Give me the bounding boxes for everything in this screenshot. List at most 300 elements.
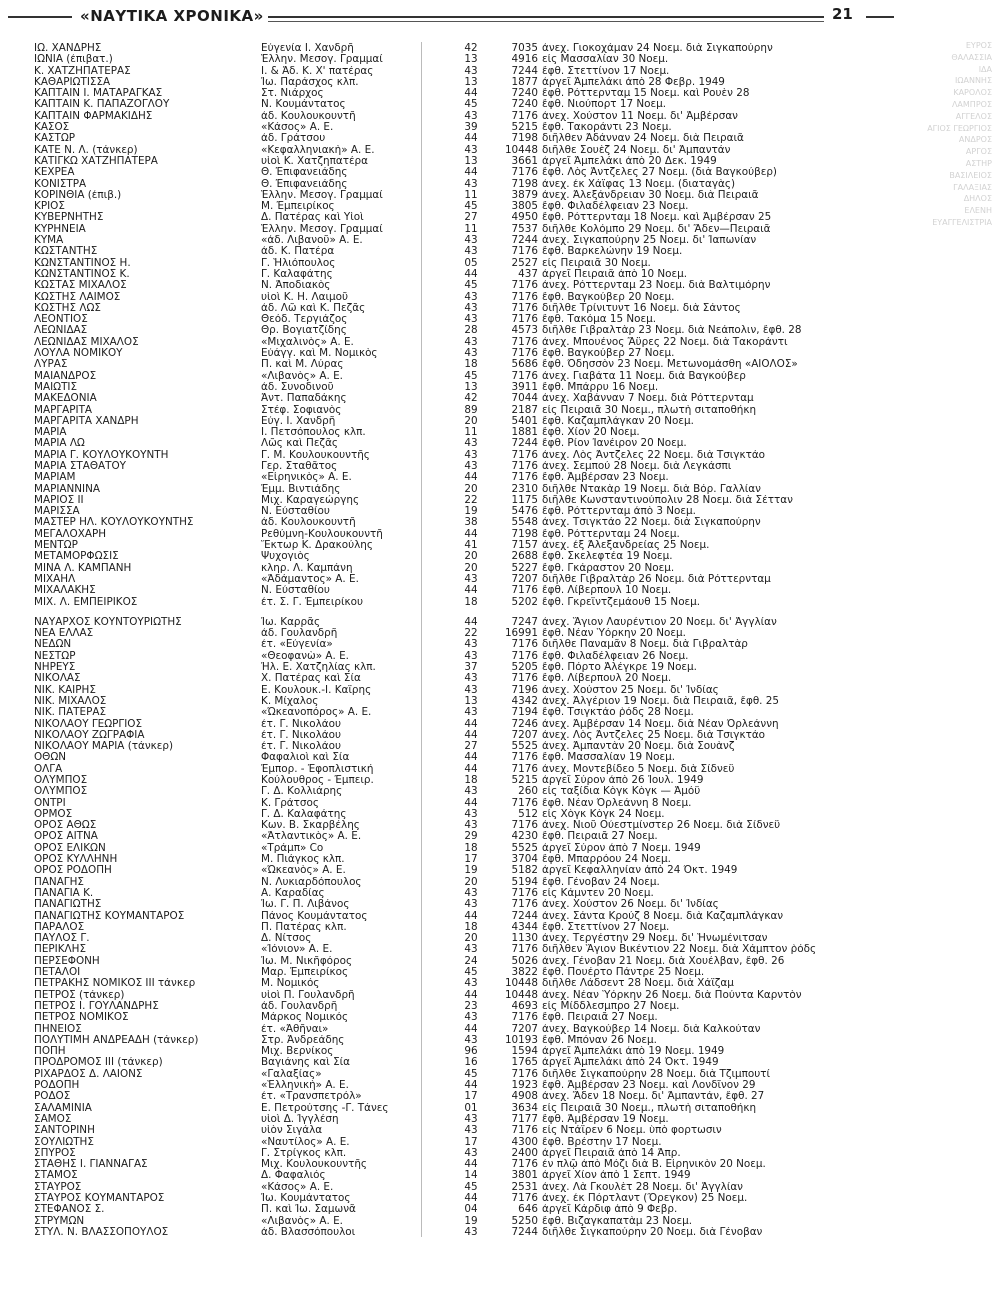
ship-row — [34, 888, 914, 899]
ship-status: ἔφθ. Νιούπορτ 17 Νοεμ. — [542, 99, 667, 111]
ship-name: ΣΤΑΜΟΣ — [34, 1170, 78, 1182]
ship-code: 45 — [464, 1181, 478, 1193]
ship-owner: «Θεοφανὼ» Α. Ε. — [261, 650, 349, 662]
ship-name: ΝΙΚΟΛΑΟΥ ΓΕΩΡΓΙΟΣ — [34, 718, 143, 730]
ship-status: ἀνεχ. Ἀλγέριον 19 Νοεμ. διὰ Πειραιᾶ, ἔφθ. 25 — [542, 695, 780, 707]
ship-owner: Π. καὶ Μ. Λύρας — [261, 359, 344, 371]
ship-owner: Ν. Εὐσταθίου — [261, 585, 330, 597]
ship-owner: υἱοὶ Π. Γουλανδρῆ — [261, 989, 355, 1001]
ship-name: ΣΤΑΥΡΟΣ — [34, 1181, 82, 1193]
ship-status: ἔφθ. Φιλαδέλφειαν 26 Νοεμ. — [542, 650, 689, 662]
ship-name: ΛΕΟΝΤΙΟΣ — [34, 314, 88, 326]
ship-status: ἔφθ. Τακόμα 15 Νοεμ. — [542, 314, 657, 326]
ship-status: διῆλθε Τρίνιτυντ 16 Νοεμ. διὰ Σάντος — [542, 302, 741, 314]
ship-row — [34, 54, 914, 65]
ship-code: 29 — [464, 831, 478, 843]
ship-row — [34, 1024, 914, 1035]
ship-tonnage: 7176 — [511, 639, 538, 651]
group-spacer — [34, 608, 914, 617]
ship-name: ΜΙΧΑΛΑΚΗΣ — [34, 585, 96, 597]
ship-tonnage: 7157 — [511, 540, 538, 552]
ship-name: ΟΡΟΣ ΚΥΛΛΗΝΗ — [34, 854, 118, 866]
ship-status: ἔφθ. Λὸς Ἀντζελες 27 Νοεμ. (διὰ Βαγκούβερ) — [542, 167, 777, 179]
ship-tonnage: 7176 — [511, 1159, 538, 1171]
ship-name: ΚΑΣΤΩΡ — [34, 133, 76, 145]
ship-row — [34, 696, 914, 707]
ship-status: διῆλθε Κολόμπο 29 Νοεμ. δι' Ἄδεν—Πειραιᾶ — [542, 223, 771, 235]
ship-name: ΚΥΡΗΝΕΙΑ — [34, 223, 86, 235]
ship-code: 44 — [464, 167, 478, 179]
ship-status: ἔφθ. Πουέρτο Πάντρε 25 Νοεμ. — [542, 967, 705, 979]
ship-name: ΚΩΝΣΤΑΝΤΙΝΟΣ Κ. — [34, 268, 130, 280]
ship-owner: ἐτ. Σ. Γ. Ἐμπειρίκου — [261, 596, 364, 608]
ship-name: ΜΙΝΑ Λ. ΚΑΜΠΑΝΗ — [34, 562, 132, 574]
ship-status: ἔφθ. Πειραιᾶ 27 Νοεμ. — [542, 1012, 658, 1024]
ship-owner: Ἰω. Παράσχος κλπ. — [261, 76, 359, 88]
ship-name: ΛΥΡΑΣ — [34, 359, 68, 371]
ship-tonnage: 7196 — [511, 684, 538, 696]
ship-owner: Δ. Νίτσος — [261, 933, 312, 945]
ship-row — [34, 662, 914, 673]
ship-row — [34, 944, 914, 955]
ship-code: 44 — [464, 910, 478, 922]
ship-owner: Π. Πατέρας κλπ. — [261, 921, 347, 933]
ship-tonnage: 5227 — [511, 562, 538, 574]
ship-tonnage: 1881 — [511, 427, 538, 439]
ship-tonnage: 7176 — [511, 1125, 538, 1137]
ship-row — [34, 752, 914, 763]
ship-tonnage: 5194 — [511, 876, 538, 888]
ship-name: ΠΑΝΑΓΙΩΤΗΣ ΚΟΥΜΑΝΤΑΡΟΣ — [34, 910, 185, 922]
ship-name: ΠΑΝΑΓΙΑ Κ. — [34, 887, 94, 899]
ship-code: 43 — [464, 944, 478, 956]
ship-owner: Γ. Καλαφάτης — [261, 268, 333, 280]
ship-tonnage: 7176 — [511, 472, 538, 484]
ship-row — [34, 685, 914, 696]
ship-row — [34, 438, 914, 449]
ship-tonnage: 7246 — [511, 718, 538, 730]
ship-tonnage: 10193 — [504, 1034, 538, 1046]
bleed-through-line: ΓΑΛΑΞΙΑΣ — [953, 182, 992, 192]
ship-row — [34, 269, 914, 280]
ship-owner: «Λιβανὸς» Α. Ε. — [261, 1215, 343, 1227]
ship-status: εἰς Χὸγκ Κὸγκ 24 Νοεμ. — [542, 808, 665, 820]
ship-status: εἰς Μασσαλίαν 30 Νοεμ. — [542, 54, 669, 66]
ship-code: 43 — [464, 1125, 478, 1137]
ship-status: ἀνεχ. Τεργέστην 29 Νοεμ. δι' Ἡνωμένιτσαν — [542, 933, 768, 945]
ship-code: 20 — [464, 876, 478, 888]
ship-owner: Μαρ. Ἐμπειρίκος — [261, 967, 349, 979]
ship-row — [34, 764, 914, 775]
ship-code: 43 — [464, 573, 478, 585]
ship-name: ΝΕΣΤΩΡ — [34, 650, 76, 662]
ship-row — [34, 673, 914, 684]
ship-name: ΚΩΣΤΗΣ ΛΑΙΜΟΣ — [34, 291, 121, 303]
ship-row — [34, 1216, 914, 1227]
ship-tonnage: 7176 — [511, 1068, 538, 1080]
ship-status: ἔφθ. Ρόττερνταμ 15 Νοεμ. καὶ Ρουὲν 28 — [542, 88, 750, 100]
ship-code: 22 — [464, 628, 478, 640]
ship-owner: υἱὸν Σιγάλα — [261, 1125, 323, 1137]
ship-owner: υἱοὶ Κ. Η. Λαιμοῦ — [261, 291, 348, 303]
bleed-through-text — [900, 40, 1000, 1260]
ship-code: 16 — [464, 1057, 478, 1069]
ship-tonnage: 3801 — [511, 1170, 538, 1182]
ship-name: ΟΡΟΣ ΑΘΩΣ — [34, 820, 97, 832]
ship-row — [34, 292, 914, 303]
ship-owner: Ἑλλην. Μεσογ. Γραμμαί — [261, 54, 383, 66]
ship-owner: ἀδ. Λῶ καὶ Κ. Πεζᾶς — [261, 302, 366, 314]
ship-status: ἀνεχ. Ἀλεξάνδρειαν 30 Νοεμ. διὰ Πειραιᾶ — [542, 189, 759, 201]
ship-status: ἔφθ. Γκάραστον 20 Νοεμ. — [542, 562, 675, 574]
ship-owner: ἀδ. Συνοδινοῦ — [261, 381, 334, 393]
ship-row — [34, 1182, 914, 1193]
ship-status: διῆλθε Κωνσταντινούπολιν 28 Νοεμ. διὰ Σέτταν — [542, 494, 793, 506]
ship-row — [34, 933, 914, 944]
ship-name: Κ. ΧΑΤΖΗΠΑΤΕΡΑΣ — [34, 65, 131, 77]
ship-owner: Ρεθύμνη-Κουλουκουντῆ — [261, 528, 383, 540]
ship-row — [34, 461, 914, 472]
ship-tonnage: 7177 — [511, 1113, 538, 1125]
ship-name: ΜΑΡΙΑ ΛΩ — [34, 438, 85, 450]
ship-owner: Στέφ. Σοφιανὸς — [261, 404, 342, 416]
ship-code: 43 — [464, 1012, 478, 1024]
ship-name: ΣΑΝΤΟΡΙΝΗ — [34, 1125, 95, 1137]
ship-name: ΠΕΤΡΑΚΗΣ ΝΟΜΙΚΟΣ ΙΙΙ τάνκερ — [34, 978, 196, 990]
ship-owner: ἐτ. «Εὐγενία» — [261, 639, 333, 651]
ship-owner: Ἑλλην. Μεσογ. Γραμμαί — [261, 223, 383, 235]
ship-status: ἀνεχ. Σάντα Κρούζ 8 Νοεμ. διὰ Καζαμπλάγκαν — [542, 910, 784, 922]
ship-owner: «Ἀτλαντικὸς» Α. Ε. — [261, 831, 362, 843]
ship-owner: Ε. Πετρούτσης -Γ. Τάνες — [261, 1102, 389, 1114]
ship-owner: υἱοὶ Κ. Χατζηπατέρα — [261, 155, 369, 167]
ship-tonnage: 7240 — [511, 88, 538, 100]
ship-code: 43 — [464, 1147, 478, 1159]
ship-code: 44 — [464, 797, 478, 809]
ship-code: 37 — [464, 662, 478, 674]
ship-status: ἔφθ. Χίον 20 Νοεμ. — [542, 427, 640, 439]
ship-owner: ἀδ. Κουλουκουντῆ — [261, 110, 356, 122]
ship-name: ΠΕΤΡΟΣ (τάνκερ) — [34, 989, 125, 1001]
ship-tonnage: 1130 — [511, 933, 538, 945]
ship-code: 44 — [464, 88, 478, 100]
ship-owner: Γ. Δ. Καλαφάτης — [261, 808, 347, 820]
ship-code: 20 — [464, 562, 478, 574]
ship-status: εἰς Πειραιᾶ 30 Νοεμ., πλωτὴ σιταποθήκη — [542, 404, 757, 416]
ship-status: ἀργεῖ Κάρδιφ ἀπὸ 9 Φεβρ. — [542, 1204, 678, 1216]
ship-owner: ἀδ. Κουλουκουντῆ — [261, 517, 356, 529]
ship-status: ἀνεχ. Χούστον 26 Νοεμ. δι' Ἰνδίας — [542, 899, 719, 911]
ship-row — [34, 574, 914, 585]
header-rule-right — [268, 16, 824, 18]
ship-tonnage: 4573 — [511, 325, 538, 337]
ship-name: ΜΙΧΑΗΛ — [34, 573, 76, 585]
ship-owner: Εὐάγγ. καὶ Μ. Νομικὸς — [261, 348, 378, 360]
ship-code: 45 — [464, 201, 478, 213]
ship-status: ἔφθ. Βαγκούβερ 27 Νοεμ. — [542, 348, 675, 360]
ship-owner: «Λιβανὸς» Α. Ε. — [261, 370, 343, 382]
ship-name: ΝΙΚΟΛΑΣ — [34, 673, 81, 685]
ship-name: ΠΕΡΣΕΦΟΝΗ — [34, 955, 100, 967]
ship-row — [34, 371, 914, 382]
ship-code: 18 — [464, 359, 478, 371]
ship-row — [34, 786, 914, 797]
ship-tonnage: 7240 — [511, 99, 538, 111]
ship-name: ΚΟΡΙΝΘΙΑ (ἐπιβ.) — [34, 189, 122, 201]
ship-owner: Κων. Β. Σκαρβέλης — [261, 820, 360, 832]
ship-tonnage: 4908 — [511, 1091, 538, 1103]
ship-owner: Μιχ. Βερνίκος — [261, 1046, 334, 1058]
ship-tonnage: 7198 — [511, 133, 538, 145]
ship-code: 43 — [464, 899, 478, 911]
ship-code: 44 — [464, 1023, 478, 1035]
ship-tonnage: 4693 — [511, 1000, 538, 1012]
ship-code: 43 — [464, 438, 478, 450]
ship-status: ἀργεῖ Ἀμπελάκι ἀπὸ 28 Φεβρ. 1949 — [542, 76, 725, 88]
ship-code: 11 — [464, 427, 478, 439]
ship-status: ἀργεῖ Ἀμπελάκι ἀπὸ 24 Ὀκτ. 1949 — [542, 1057, 719, 1069]
ship-tonnage: 646 — [518, 1204, 538, 1216]
ship-tonnage: 5548 — [511, 517, 538, 529]
ship-name: ΠΑΝΑΓΙΩΤΗΣ — [34, 899, 102, 911]
ship-name: ΙΩ. ΧΑΝΔΡΗΣ — [34, 43, 102, 54]
page-number: 21 — [832, 5, 853, 23]
ship-owner: Ι. Πετσόπουλος κλπ. — [261, 427, 366, 439]
ship-status: ἔφθ. Γένοβαν 24 Νοεμ. — [542, 876, 660, 888]
ship-status: ἔφθ. Μπαρρόου 24 Νοεμ. — [542, 854, 671, 866]
ship-row — [34, 617, 914, 628]
ship-name: ΚΑΠΤΑΙΝ Ι. ΜΑΤΑΡΑΓΚΑΣ — [34, 88, 163, 100]
ship-owner: «Κεφαλληνιακὴ» Α. Ε. — [261, 144, 375, 156]
ship-status: διῆλθε Σιγκαπούρην 28 Νοεμ. διὰ Τζιμπουτί — [542, 1068, 771, 1080]
ship-status: ἀνεχ. Βαγκούβερ 14 Νοεμ. διὰ Καλκούταν — [542, 1023, 761, 1035]
ship-row — [34, 730, 914, 741]
ship-name: ΣΠΥΡΟΣ — [34, 1147, 76, 1159]
ship-status: ἔφθ. Βιζαγκαπατὰμ 23 Νοεμ. — [542, 1215, 693, 1227]
ship-tonnage: 1923 — [511, 1080, 538, 1092]
ship-owner: Ἐμμ. Βιντιάδης — [261, 483, 341, 495]
ship-code: 39 — [464, 122, 478, 134]
ship-name: ΠΕΤΡΟΣ Ι. ΓΟΥΛΑΝΔΡΗΣ — [34, 1000, 159, 1012]
ship-code: 44 — [464, 1080, 478, 1092]
ship-tonnage: 5026 — [511, 955, 538, 967]
ship-row — [34, 1046, 914, 1057]
ship-row — [34, 111, 914, 122]
ship-name: ΝΙΚΟΛΑΟΥ ΖΩΓΡΑΦΙΑ — [34, 729, 145, 741]
ship-status: ἔφθ. Μπόναν 26 Νοεμ. — [542, 1034, 657, 1046]
ship-status: ἀνεχ. Μοντεβίδεο 5 Νοεμ. διὰ Σίδνεϋ — [542, 763, 735, 775]
ship-tonnage: 7176 — [511, 110, 538, 122]
ship-status: ἀνεχ. Λὸς Ἀντζελες 22 Νοεμ. διὰ Τσιγκτάο — [542, 449, 766, 461]
ship-row — [34, 1001, 914, 1012]
ship-owner: Ἑλλην. Μεσογ. Γραμμαί — [261, 189, 383, 201]
ship-name: ΟΡΟΣ ΡΟΔΟΠΗ — [34, 865, 112, 877]
ship-code: 44 — [464, 989, 478, 1001]
ship-code: 44 — [464, 718, 478, 730]
ship-status: ἔφθ. Βρέστην 17 Νοεμ. — [542, 1136, 662, 1148]
ship-row — [34, 1125, 914, 1136]
ship-owner: Ἰω. Γ. Π. Λιβάνος — [261, 899, 350, 911]
ship-row — [34, 495, 914, 506]
ship-status: ἀνεχ. Λὸς Ἀντζελες 25 Νοεμ. διὰ Τσιγκτάο — [542, 729, 766, 741]
ship-owner: Ν. Εὐσταθίου — [261, 506, 330, 518]
ship-row — [34, 978, 914, 989]
ship-tonnage: 4344 — [511, 921, 538, 933]
ship-status: ἔφθ. Ἀμβέρσαν 23 Νοεμ. — [542, 472, 669, 484]
ship-status: διῆλθεν Ἀδάνναν 24 Νοεμ. διὰ Πειραιᾶ — [542, 133, 744, 145]
ship-name: ΚΡΙΟΣ — [34, 201, 65, 213]
ship-tonnage: 7537 — [511, 223, 538, 235]
ship-row — [34, 843, 914, 854]
ship-name: ΣΑΜΟΣ — [34, 1113, 72, 1125]
ship-code: 43 — [464, 786, 478, 798]
ship-owner: κληρ. Λ. Καμπάνη — [261, 562, 353, 574]
ship-status: εἰς Ντάϊρεν 6 Νοεμ. ὑπὸ φορτωσιν — [542, 1125, 722, 1137]
ship-owner: «Ὠκεανὸς» Α. Ε. — [261, 865, 346, 877]
ship-code: 43 — [464, 336, 478, 348]
bleed-through-line: ΙΔΑ — [978, 64, 992, 74]
ship-name: ΛΟΥΛΑ ΝΟΜΙΚΟΥ — [34, 348, 123, 360]
ship-code: 43 — [464, 1034, 478, 1046]
ship-owner: «Ἰόνιον» Α. Ε. — [261, 944, 333, 956]
ship-tonnage: 7244 — [511, 235, 538, 247]
ship-tonnage: 260 — [518, 786, 538, 798]
ship-status: ἀνεχ. Γένοβαν 21 Νοεμ. διὰ Χουέλβαν, ἔφθ. 26 — [542, 955, 785, 967]
ship-row — [34, 43, 914, 54]
ship-status: ἔφθ. Λίβερπουλ 20 Νοεμ. — [542, 673, 672, 685]
ship-row — [34, 639, 914, 650]
bleed-through-line: ΚΑΡΟΛΟΣ — [953, 88, 992, 98]
ship-tonnage: 7198 — [511, 528, 538, 540]
ship-tonnage: 5525 — [511, 842, 538, 854]
ship-owner: «Ἀδάμαντος» Α. Ε. — [261, 573, 359, 585]
ship-name: ΟΡΟΣ ΑΙΤΝΑ — [34, 831, 98, 843]
ship-row — [34, 775, 914, 786]
ship-code: 43 — [464, 449, 478, 461]
ship-owner: Μιχ. Καραγεώργης — [261, 494, 360, 506]
ship-status: ἀνεχ. Ἀμβέρσαν 14 Νοεμ. διὰ Νέαν Ὀρλεάννη — [542, 718, 779, 730]
ship-name: ΠΑΝΑΓΗΣ — [34, 876, 84, 888]
ship-name: ΜΕΝΤΩΡ — [34, 540, 78, 552]
ship-status: ἔφθ. Ἀμβέρσαν 23 Νοεμ. καὶ Λονδῖνον 29 — [542, 1080, 756, 1092]
ship-name: ΡΟΔΟΣ — [34, 1091, 71, 1103]
ship-status: διῆλθε Γιβραλτὰρ 23 Νοεμ. διὰ Νεάπολιν, ἔφθ. 28 — [542, 325, 802, 337]
bleed-through-line: ΘΑΛΑΣΣΙΑ — [951, 52, 992, 62]
ship-code: 17 — [464, 1136, 478, 1148]
ship-name: ΡΙΧΑΡΔΟΣ Δ. ΛΑΙΟΝΣ — [34, 1068, 143, 1080]
ship-code: 28 — [464, 325, 478, 337]
bleed-through-line: ΕΥΡΟΣ — [965, 41, 992, 50]
ship-tonnage: 2527 — [511, 257, 538, 269]
ship-name: ΣΑΛΑΜΙΝΙΑ — [34, 1102, 92, 1114]
ship-code: 43 — [464, 639, 478, 651]
ship-tonnage: 7176 — [511, 167, 538, 179]
ship-tonnage: 5686 — [511, 359, 538, 371]
ship-status: ἀνεχ. Ἅγιον Λαυρέντιον 20 Νοεμ. δι' Ἀγγλίαν — [542, 616, 777, 628]
ship-code: 45 — [464, 1068, 478, 1080]
ship-row — [34, 179, 914, 190]
ship-tonnage: 2400 — [511, 1147, 538, 1159]
ship-status: ἀνεχ. Τσιγκτάο 22 Νοεμ. διὰ Σιγκαπούρην — [542, 517, 761, 529]
ship-name: ΡΟΔΟΠΗ — [34, 1080, 80, 1092]
ship-owner: ἐτ. Γ. Νικολάου — [261, 729, 342, 741]
ship-code: 43 — [464, 110, 478, 122]
ship-row — [34, 416, 914, 427]
ship-owner: ἀδ. Γουλανδρῆ — [261, 1000, 338, 1012]
ship-owner: Μ. Νομικός — [261, 978, 320, 990]
ship-row — [34, 190, 914, 201]
ship-tonnage: 5205 — [511, 662, 538, 674]
ship-code: 43 — [464, 302, 478, 314]
ship-status: ἔφθ. Ὀδησσὸν 23 Νοεμ. Μετωνομάσθη «ΑΙΟΛΟΣ» — [542, 359, 798, 371]
ship-tonnage: 7176 — [511, 246, 538, 258]
ship-owner: Γ. Δ. Κολλιάρης — [261, 786, 343, 798]
ship-tonnage: 5525 — [511, 741, 538, 753]
ship-tonnage: 16991 — [504, 628, 538, 640]
ship-code: 89 — [464, 404, 478, 416]
ship-name: ΠΕΡΙΚΛΗΣ — [34, 944, 87, 956]
ship-owner: «Τράμπ» Co — [261, 842, 324, 854]
ship-code: 38 — [464, 517, 478, 529]
ship-row — [34, 540, 914, 551]
ship-status: διῆλθε Σουὲζ 24 Νοεμ. δι' Ἀμπαντάν — [542, 144, 731, 156]
ship-tonnage: 7176 — [511, 291, 538, 303]
ship-row — [34, 551, 914, 562]
ship-owner: Ψυχογιὸς — [261, 551, 310, 563]
ship-code: 23 — [464, 1000, 478, 1012]
ship-tonnage: 7244 — [511, 910, 538, 922]
ship-status: ἔφθ. Τσιγκτάο ῥόδς 28 Νοεμ. — [542, 707, 694, 719]
ship-code: 43 — [464, 650, 478, 662]
ship-name: ΜΑΡΓΑΡΙΤΑ ΧΑΝΔΡΗ — [34, 415, 139, 427]
ship-code: 43 — [464, 235, 478, 247]
ship-row — [34, 990, 914, 1001]
ship-name: ΚΟΝΙΣΤΡΑ — [34, 178, 87, 190]
ship-code: 17 — [464, 854, 478, 866]
ship-code: 43 — [464, 673, 478, 685]
ship-tonnage: 7176 — [511, 763, 538, 775]
ship-tonnage: 7176 — [511, 752, 538, 764]
ship-row — [34, 1069, 914, 1080]
ship-code: 44 — [464, 1159, 478, 1171]
ship-owner: ἐτ. Γ. Νικολάου — [261, 718, 342, 730]
ship-code: 43 — [464, 246, 478, 258]
ship-status: διῆλθεν Ἅγιον Βικέντιον 22 Νοεμ. διὰ Χάμπτον ῥόδς — [542, 944, 817, 956]
ship-name: ΚΕΧΡΕΑ — [34, 167, 75, 179]
bleed-through-line: ΑΓΓΕΛΟΣ — [955, 111, 992, 121]
ship-code: 18 — [464, 921, 478, 933]
ship-owner: Στρ. Ἀνδρεάδης — [261, 1034, 345, 1046]
ship-code: 43 — [464, 144, 478, 156]
ship-name: ΚΥΒΕΡΝΗΤΗΣ — [34, 212, 104, 224]
ship-tonnage: 1765 — [511, 1057, 538, 1069]
ship-status: εἰς ταξίδια Κὸγκ Κὸγκ — Ἀμόϋ — [542, 786, 701, 798]
ship-name: ΝΙΚ. ΜΙΧΑΛΟΣ — [34, 695, 107, 707]
ship-status: ἀργεῖ Ἀμπελάκι ἀπὸ 19 Νοεμ. 1949 — [542, 1046, 725, 1058]
ship-status: ἀνεχ. Σεμπού 28 Νοεμ. διὰ Λεγκάσπι — [542, 460, 732, 472]
ship-name: ΝΙΚ. ΠΑΤΕΡΑΣ — [34, 707, 107, 719]
ship-owner: ἀδ. Βλασσόπουλοι — [261, 1226, 356, 1238]
ship-tonnage: 7176 — [511, 280, 538, 292]
ship-tonnage: 1175 — [511, 494, 538, 506]
ship-name: ΚΩΣΤΑΝΤΗΣ — [34, 246, 98, 258]
ship-status: ἀργεῖ Χίον ἀπὸ 1 Σεπτ. 1949 — [542, 1170, 691, 1182]
ship-row — [34, 314, 914, 325]
ship-tonnage: 7198 — [511, 178, 538, 190]
ship-status: ἀνεχ. Λὰ Γκουλὲτ 28 Νοεμ. δι' Ἀγγλίαν — [542, 1181, 743, 1193]
ship-status: ἔφθ. Στεττίνον 27 Νοεμ. — [542, 921, 670, 933]
ship-name: ΜΙΧ. Λ. ΕΜΠΕΙΡΙΚΟΣ — [34, 596, 138, 608]
